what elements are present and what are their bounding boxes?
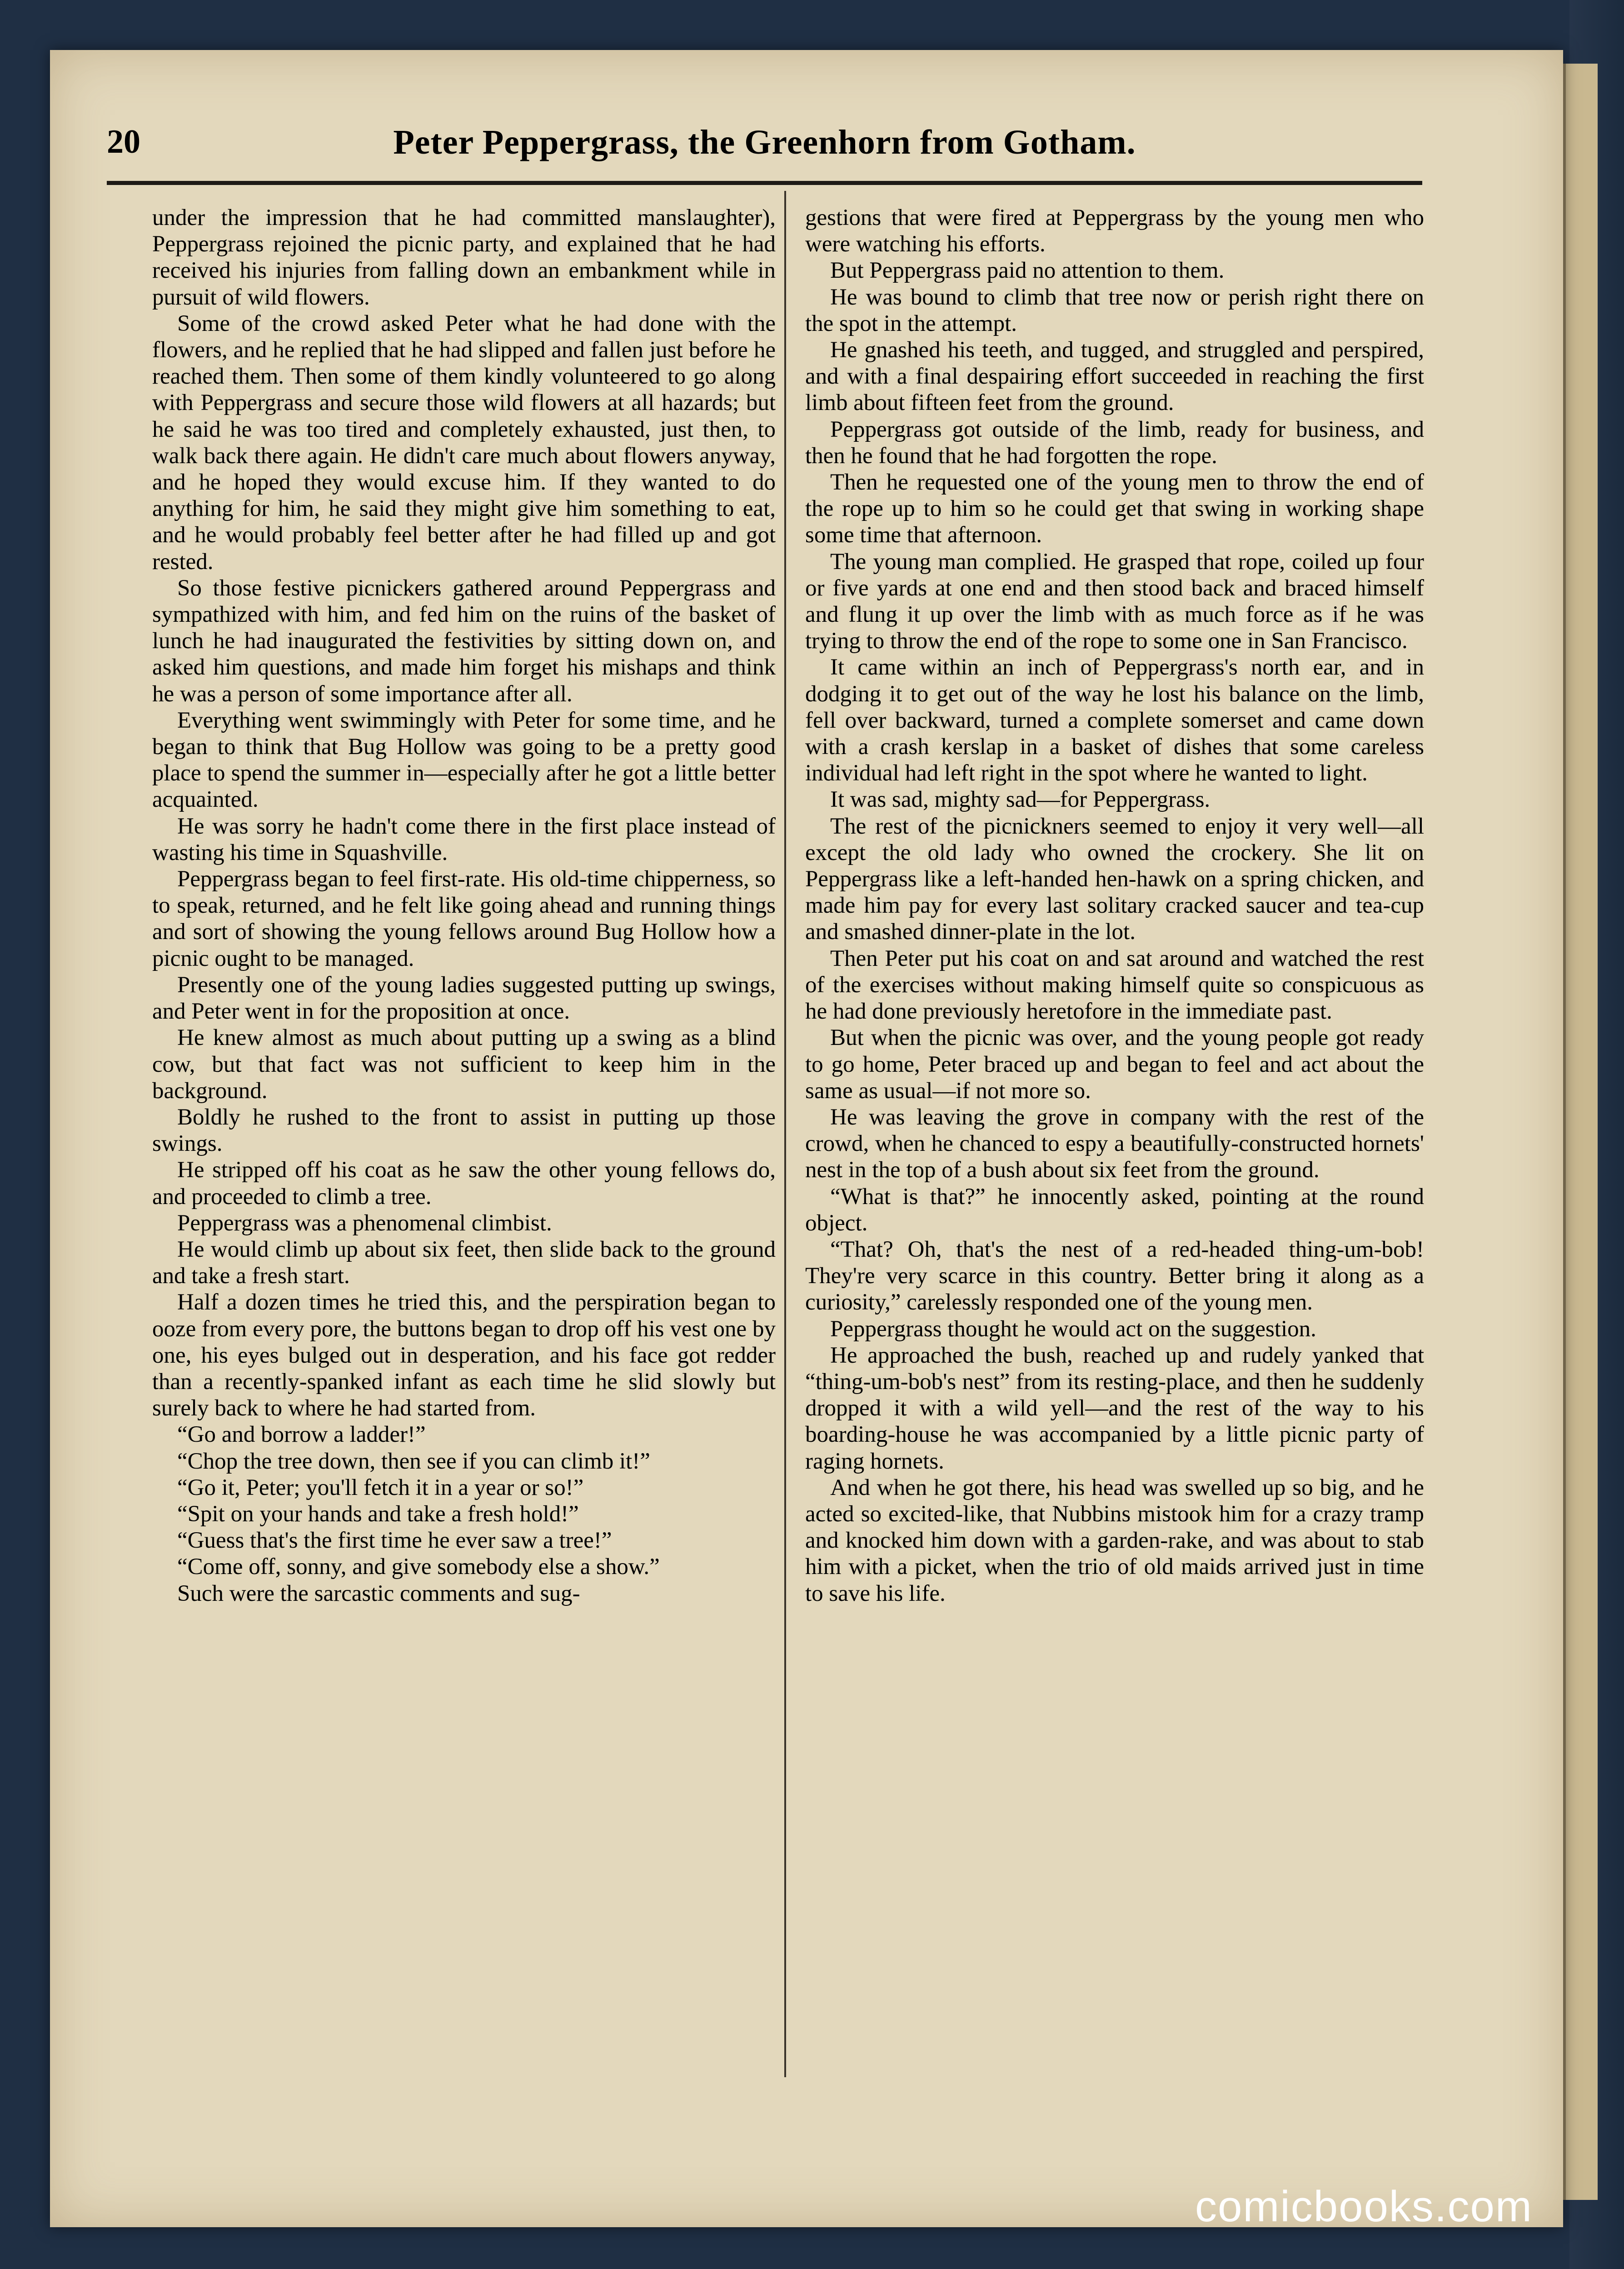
adjacent-page-edge bbox=[1563, 64, 1598, 2200]
watermark: comicbooks.com bbox=[1195, 2182, 1533, 2231]
paragraph: He knew almost as much about putting up a swing as a blind cow, but that fact was not sufficient to keep him in the background. bbox=[152, 1025, 776, 1104]
paragraph: “Come off, sonny, and give somebody else a show.” bbox=[177, 1554, 660, 1580]
paragraph: Peppergrass was a phenomenal climbist. bbox=[177, 1210, 552, 1236]
paragraph: And when he got there, his head was swelled up so big, and he acted so excited-like, that Nubbins mistook him for a crazy tramp and knocked him down with a garden-rake, and was about to stab him with a picket, when the trio of old maids arrived just in time to save his life. bbox=[805, 1474, 1424, 1606]
paragraph: Then he requested one of the young men to throw the end of the rope up to him so he could get that swing in working shape some time that afternoon. bbox=[805, 470, 1424, 548]
paragraph: “Spit on your hands and take a fresh hold!” bbox=[177, 1501, 579, 1527]
header-rule bbox=[107, 181, 1422, 185]
paragraph: It came within an inch of Peppergrass's north ear, and in dodging it to get out of the way he lost his balance on the limb, fell over backward, turned a complete somerset and came down with a crash kerslap in a basket of dishes that some careless individual had left right in the spot where he wanted to light. bbox=[805, 655, 1424, 786]
paragraph: He was sorry he hadn't come there in the first place instead of wasting his time in Squashville. bbox=[152, 813, 776, 865]
paragraph: He was bound to climb that tree now or perish right there on the spot in the attempt. bbox=[805, 284, 1424, 336]
paragraph: He approached the bush, reached up and rudely yanked that “thing-um-bob's nest” from its resting-place, and then he suddenly dropped it with a wild yell—and the rest of the way to his boarding-house he was accompanied by a little picnic party of raging hornets. bbox=[805, 1342, 1424, 1474]
paragraph: under the impression that he had committed manslaughter), Peppergrass rejoined the picnic party, and explained that he had received his injuries from falling down an embankment while in pursuit of wild flowers. bbox=[152, 205, 776, 310]
paragraph: But when the picnic was over, and the young people got ready to go home, Peter braced up and began to feel and act about the same as usual—if not more so. bbox=[805, 1025, 1424, 1104]
paragraph: “Chop the tree down, then see if you can climb it!” bbox=[177, 1448, 650, 1474]
running-title: Peter Peppergrass, the Greenhorn from Gotham. bbox=[393, 123, 1136, 161]
column-divider bbox=[784, 191, 786, 2077]
paragraph: He would climb up about six feet, then slide back to the ground and take a fresh start. bbox=[152, 1236, 776, 1289]
page-number: 20 bbox=[107, 123, 140, 160]
paragraph: “That? Oh, that's the nest of a red-headed thing-um-bob! They're very scarce in this country. Better bring it along as a curiosity,” carelessly responded one of the young men. bbox=[805, 1236, 1424, 1315]
paragraph: “Guess that's the first time he ever saw a tree!” bbox=[177, 1528, 612, 1554]
paragraph: “Go it, Peter; you'll fetch it in a year or so!” bbox=[177, 1474, 584, 1500]
paragraph: Everything went swimmingly with Peter for some time, and he began to think that Bug Hollow was going to be a pretty good place to spend the summer in—especially after he got a little better acquainted. bbox=[152, 707, 776, 813]
paragraph: “Go and borrow a ladder!” bbox=[177, 1422, 426, 1448]
page-header bbox=[107, 123, 1422, 173]
paragraph: Peppergrass got outside of the limb, ready for business, and then he found that he had forgotten the rope. bbox=[805, 416, 1424, 469]
paragraph: He gnashed his teeth, and tugged, and struggled and perspired, and with a final despairing effort succeeded in reaching the first limb about fifteen feet from the ground. bbox=[805, 337, 1424, 416]
paragraph: Presently one of the young ladies suggested putting up swings, and Peter went in for the proposition at once. bbox=[152, 972, 776, 1025]
paragraph: Peppergrass thought he would act on the suggestion. bbox=[830, 1316, 1316, 1342]
paragraph: Boldly he rushed to the front to assist in putting up those swings. bbox=[152, 1104, 776, 1157]
paragraph: It was sad, mighty sad—for Peppergrass. bbox=[830, 787, 1211, 813]
right-column bbox=[805, 205, 1424, 2086]
paragraph: Some of the crowd asked Peter what he had done with the flowers, and he replied that he had slipped and fallen just before he reached them. Then some of them kindly volunteered to go along with Peppergrass and secure those wild flowers at all hazards; but he said he was too tired and completely exhausted, just then, to walk back there again. He didn't care much about flowers anyway, and he hoped they would excuse him. If they wanted to do anything for him, he said they might give him something to eat, and he would probably feel better after he had filled up and got rested. bbox=[152, 310, 776, 575]
paragraph: Such were the sarcastic comments and sug- bbox=[177, 1580, 580, 1606]
left-column bbox=[152, 205, 776, 2086]
paragraph: gestions that were fired at Peppergrass by the young men who were watching his efforts. bbox=[805, 205, 1424, 257]
paragraph: The rest of the picnickners seemed to enjoy it very well—all except the old lady who owned the crockery. She lit on Peppergrass like a left-handed hen-hawk on a spring chicken, and made him pay for every last solitary cracked saucer and tea-cup and smashed dinner-plate in the lot. bbox=[805, 813, 1424, 945]
paragraph: “What is that?” he innocently asked, pointing at the round object. bbox=[805, 1184, 1424, 1236]
paragraph: Then Peter put his coat on and sat around and watched the rest of the exercises without making himself quite so conspicuous as he had done previously heretofore in the immediate past. bbox=[805, 945, 1424, 1025]
paragraph: Peppergrass began to feel first-rate. His old-time chipperness, so to speak, returned, and he felt like going ahead and running things and sort of showing the young fellows around Bug Hollow how a picnic ought to be managed. bbox=[152, 866, 776, 971]
paragraph: Half a dozen times he tried this, and the perspiration began to ooze from every pore, the buttons began to drop off his vest one by one, his eyes bulged out in desperation, and his face got redder than a recently-spanked infant as each time he slid slowly but surely back to where he had started from. bbox=[152, 1289, 776, 1421]
paragraph: The young man complied. He grasped that rope, coiled up four or five yards at one end and then stood back and braced himself and flung it up over the limb with as much force as if he was trying to throw the end of the rope to some one in San Francisco. bbox=[805, 549, 1424, 654]
paragraph: So those festive picnickers gathered around Peppergrass and sympathized with him, and fed him on the ruins of the basket of lunch he had inaugurated the festivities by sitting down on, and asked him questions, and made him forget his mishaps and think he was a person of some importance after all. bbox=[152, 575, 776, 707]
paragraph: But Peppergrass paid no attention to them. bbox=[830, 258, 1225, 284]
paragraph: He stripped off his coat as he saw the other young fellows do, and proceeded to climb a tree. bbox=[152, 1157, 776, 1209]
paragraph: He was leaving the grove in company with the rest of the crowd, when he chanced to espy a beautifully-constructed hornets' nest in the top of a bush about six feet from the ground. bbox=[805, 1104, 1424, 1183]
